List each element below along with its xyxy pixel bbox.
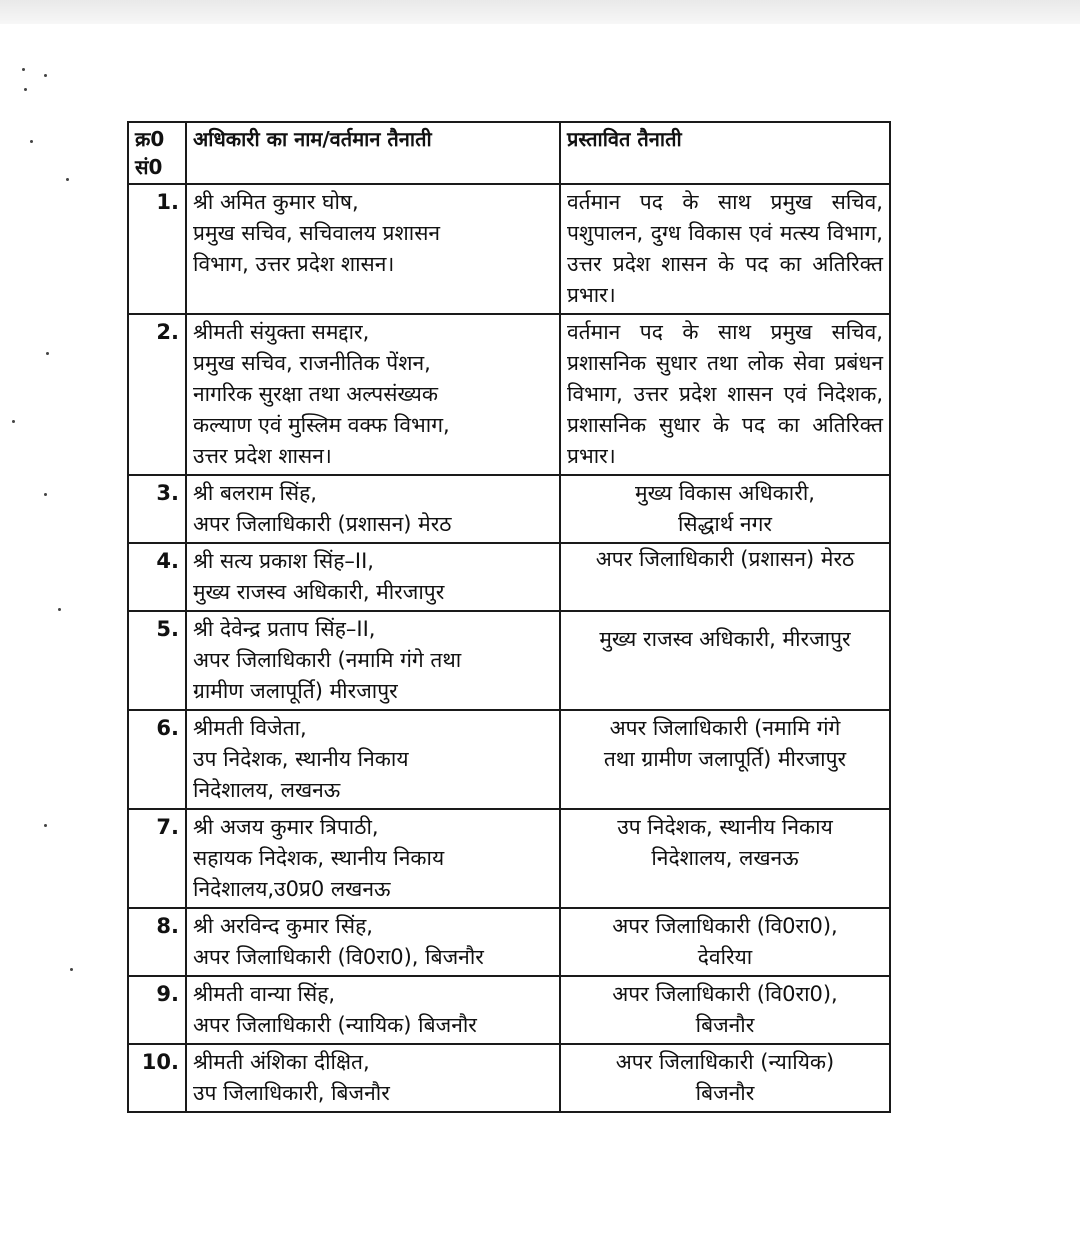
current-posting-cell xyxy=(186,184,560,314)
proposed-posting-line: सिद्धार्थ नगर xyxy=(677,512,772,536)
scan-speck xyxy=(70,968,73,971)
current-posting-cell xyxy=(186,475,560,543)
current-posting-cell xyxy=(186,809,560,908)
current-posting-line: प्रमुख सचिव, राजनीतिक पेंशन, xyxy=(193,351,431,375)
proposed-posting-cell xyxy=(560,809,890,908)
current-posting-line: उत्तर प्रदेश शासन। xyxy=(193,444,332,468)
table-header-row xyxy=(128,122,890,184)
proposed-posting-line: मुख्य विकास अधिकारी, xyxy=(635,481,815,505)
proposed-posting-line: वर्तमान पद के साथ प्रमुख सचिव, प्रशासनिक सुधार तथा लोक सेवा प्रबंधन विभाग, उत्तर प्रदेश शासन एवं निदेशक, प्रशासनिक सुधार के पद का अतिरिक्त प्रभार। xyxy=(567,320,883,468)
current-posting-line: सहायक निदेशक, स्थानीय निकाय xyxy=(193,846,445,870)
current-posting-line: निदेशालय,उ0प्र0 लखनऊ xyxy=(193,877,391,901)
current-posting-line: श्री अरविन्द कुमार सिंह, xyxy=(193,914,373,938)
serial-number: 1. xyxy=(128,184,186,314)
serial-number: 2. xyxy=(128,314,186,475)
current-posting-cell xyxy=(186,976,560,1044)
transfer-table xyxy=(127,121,891,1113)
current-posting-cell xyxy=(186,314,560,475)
table-row xyxy=(128,976,890,1044)
proposed-posting-cell xyxy=(560,611,890,710)
proposed-posting-cell xyxy=(560,543,890,611)
proposed-posting-cell xyxy=(560,976,890,1044)
proposed-posting-cell xyxy=(560,908,890,976)
scan-top-edge xyxy=(0,0,1080,24)
proposed-posting-cell xyxy=(560,184,890,314)
current-posting-line: ग्रामीण जलापूर्ति) मीरजापुर xyxy=(193,679,398,703)
scan-speck xyxy=(44,74,47,77)
current-posting-line: श्री देवेन्द्र प्रताप सिंह–II, xyxy=(193,617,376,641)
current-posting-cell xyxy=(186,543,560,611)
table-row xyxy=(128,710,890,809)
proposed-posting-cell xyxy=(560,710,890,809)
current-posting-line: श्री अजय कुमार त्रिपाठी, xyxy=(193,815,379,839)
current-posting-cell xyxy=(186,908,560,976)
serial-number: 5. xyxy=(128,611,186,710)
table-row xyxy=(128,611,890,710)
table-row xyxy=(128,314,890,475)
scan-speck xyxy=(46,352,49,355)
scan-speck xyxy=(12,420,15,423)
current-posting-line: उप निदेशक, स्थानीय निकाय xyxy=(193,747,409,771)
proposed-posting-line: उप निदेशक, स्थानीय निकाय xyxy=(617,815,833,839)
current-posting-cell xyxy=(186,611,560,710)
scan-speck xyxy=(66,178,69,181)
table-row xyxy=(128,475,890,543)
header-serial: क्र0 सं0 xyxy=(128,122,186,184)
serial-number: 6. xyxy=(128,710,186,809)
current-posting-line: श्रीमती अंशिका दीक्षित, xyxy=(193,1050,370,1074)
proposed-posting-line: तथा ग्रामीण जलापूर्ति) मीरजापुर xyxy=(603,747,847,771)
current-posting-line: श्रीमती वान्या सिंह, xyxy=(193,982,336,1006)
header-proposed-posting: प्रस्तावित तैनाती xyxy=(560,122,890,184)
serial-number: 3. xyxy=(128,475,186,543)
table-row xyxy=(128,184,890,314)
current-posting-line: श्री सत्य प्रकाश सिंह–II, xyxy=(193,549,374,573)
current-posting-line: अपर जिलाधिकारी (वि0रा0), बिजनौर xyxy=(193,945,484,969)
current-posting-line: निदेशालय, लखनऊ xyxy=(193,778,341,802)
current-posting-line: अपर जिलाधिकारी (प्रशासन) मेरठ xyxy=(193,512,452,536)
current-posting-line: अपर जिलाधिकारी (नमामि गंगे तथा xyxy=(193,648,462,672)
table-row xyxy=(128,543,890,611)
current-posting-line: अपर जिलाधिकारी (न्यायिक) बिजनौर xyxy=(193,1013,477,1037)
proposed-posting-line: देवरिया xyxy=(697,945,753,969)
current-posting-line: श्रीमती विजेता, xyxy=(193,716,307,740)
table-body xyxy=(128,184,890,1112)
serial-number: 4. xyxy=(128,543,186,611)
scan-speck xyxy=(58,608,61,611)
proposed-posting-line: अपर जिलाधिकारी (नमामि गंगे xyxy=(609,716,841,740)
current-posting-cell xyxy=(186,1044,560,1112)
current-posting-line: मुख्य राजस्व अधिकारी, मीरजापुर xyxy=(193,580,445,604)
scan-speck xyxy=(22,68,25,71)
proposed-posting-cell xyxy=(560,1044,890,1112)
current-posting-line: नागरिक सुरक्षा तथा अल्पसंख्यक xyxy=(193,382,438,406)
table-row xyxy=(128,809,890,908)
proposed-posting-line: बिजनौर xyxy=(695,1013,755,1037)
current-posting-line: श्री अमित कुमार घोष, xyxy=(193,190,359,214)
serial-number: 9. xyxy=(128,976,186,1044)
header-current-posting: अधिकारी का नाम/वर्तमान तैनाती xyxy=(186,122,560,184)
scan-speck xyxy=(44,493,47,496)
table-row xyxy=(128,1044,890,1112)
current-posting-line: कल्याण एवं मुस्लिम वक्फ विभाग, xyxy=(193,413,450,437)
table-row xyxy=(128,908,890,976)
current-posting-line: श्री बलराम सिंह, xyxy=(193,481,317,505)
current-posting-line: उप जिलाधिकारी, बिजनौर xyxy=(193,1081,390,1105)
scan-speck xyxy=(24,88,27,91)
proposed-posting-line: अपर जिलाधिकारी (न्यायिक) xyxy=(615,1050,835,1074)
scan-speck xyxy=(30,140,33,143)
serial-number: 10. xyxy=(128,1044,186,1112)
proposed-posting-line: बिजनौर xyxy=(695,1081,755,1105)
scan-speck xyxy=(44,824,47,827)
current-posting-line: श्रीमती संयुक्ता समद्दार, xyxy=(193,320,370,344)
proposed-posting-line: अपर जिलाधिकारी (वि0रा0), xyxy=(612,914,838,938)
proposed-posting-line: मुख्य राजस्व अधिकारी, मीरजापुर xyxy=(599,627,851,651)
proposed-posting-line: वर्तमान पद के साथ प्रमुख सचिव, पशुपालन, दुग्ध विकास एवं मत्स्य विभाग, उत्तर प्रदेश शासन के पद का अतिरिक्त प्रभार। xyxy=(567,190,883,307)
proposed-posting-cell xyxy=(560,314,890,475)
proposed-posting-cell xyxy=(560,475,890,543)
serial-number: 8. xyxy=(128,908,186,976)
proposed-posting-line: निदेशालय, लखनऊ xyxy=(651,846,799,870)
current-posting-line: विभाग, उत्तर प्रदेश शासन। xyxy=(193,252,395,276)
proposed-posting-line: अपर जिलाधिकारी (प्रशासन) मेरठ xyxy=(595,547,855,571)
serial-number: 7. xyxy=(128,809,186,908)
proposed-posting-line: अपर जिलाधिकारी (वि0रा0), xyxy=(612,982,838,1006)
current-posting-line: प्रमुख सचिव, सचिवालय प्रशासन xyxy=(193,221,441,245)
current-posting-cell xyxy=(186,710,560,809)
